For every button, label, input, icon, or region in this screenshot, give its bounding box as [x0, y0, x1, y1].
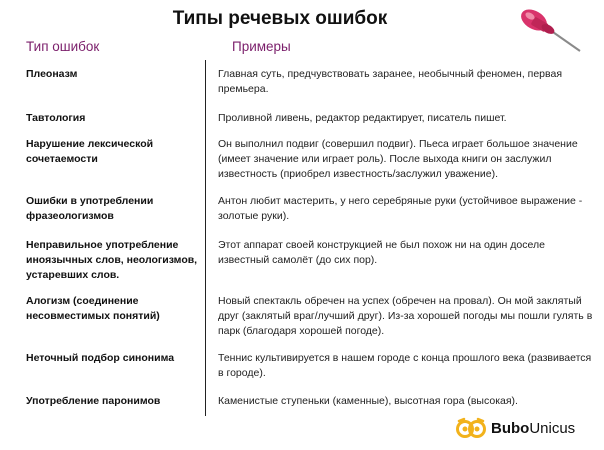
- page-title: Типы речевых ошибок: [172, 8, 388, 29]
- error-type: Плеоназм: [26, 68, 78, 80]
- error-example: Антон любит мастерить, у него серебряные руки (устойчивое выражение - золотые руки).: [218, 195, 583, 222]
- column-header-examples: Примеры: [232, 39, 291, 54]
- brand-name: [491, 420, 575, 437]
- column-header-type: Тип ошибок: [26, 39, 100, 54]
- error-type: Ошибки в употреблении фразеологизмов: [26, 195, 154, 222]
- error-type: Нарушение лексической сочетаемости: [26, 138, 154, 165]
- column-divider: [205, 60, 206, 416]
- error-example: Этот аппарат своей конструкцией не был похож ни на один доселе известный самолёт (до сих пор).: [218, 239, 545, 266]
- error-type: Неправильное употребление иноязычных слов, неологизмов, устаревших слов.: [26, 239, 198, 281]
- error-example: Каменистые ступеньки (каменные), высотная гора (высокая).: [218, 395, 518, 407]
- push-pin-icon: [512, 4, 584, 54]
- error-type: Неточный подбор синонима: [26, 352, 175, 364]
- error-example: Новый спектакль обречен на успех (обречен на провал). Он мой заклятый друг (заклятый враг/лучший друг). Из-за хорошей погоды мы пошли гулять в парк (благодаря хорошей погоде).: [218, 295, 593, 337]
- error-example: Теннис культивируется в нашем городе с конца прошлого века (развивается в городе).: [218, 352, 592, 379]
- brand-name-regular: Unicus: [529, 419, 576, 437]
- error-example: Главная суть, предчувствовать заранее, необычный феномен, первая премьера.: [218, 68, 563, 95]
- brand-name-bold: Bubo: [491, 419, 530, 437]
- owl-eyes-icon: [456, 416, 486, 440]
- error-example: Проливной ливень, редактор редактирует, писатель пишет.: [218, 112, 507, 124]
- brand-logo: [456, 413, 575, 443]
- error-type: Употребление паронимов: [26, 395, 161, 407]
- error-type: Тавтология: [26, 112, 86, 124]
- error-type: Алогизм (соединение несовместимых понятий): [26, 295, 160, 322]
- error-example: Он выполнил подвиг (совершил подвиг). Пьеса играет большое значение (имеет значение или играет роль). После выхода книги он заслужил известность (приобрел известность/заслужил уважение).: [218, 138, 578, 180]
